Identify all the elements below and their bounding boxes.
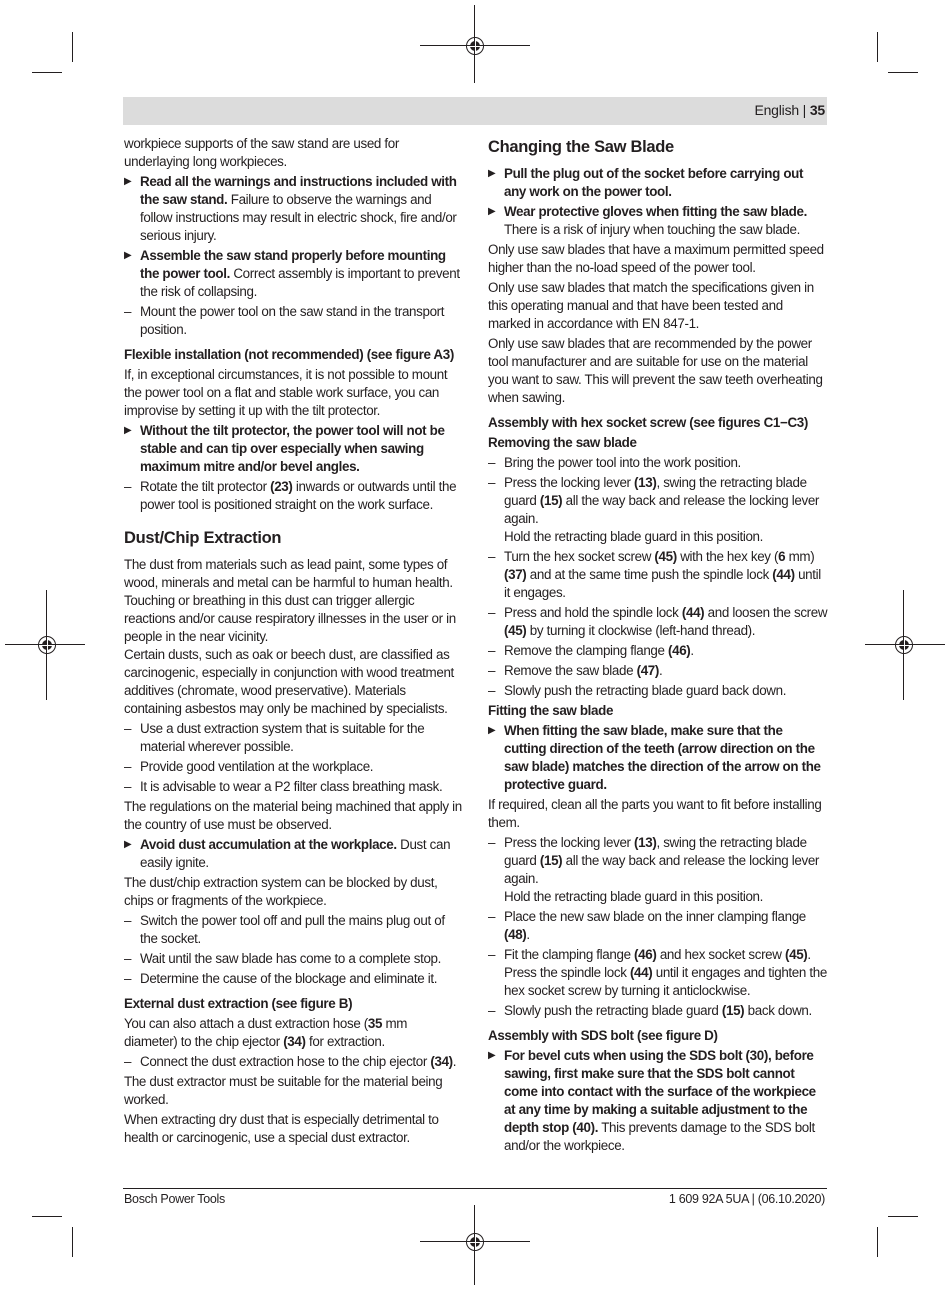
paragraph: Only use saw blades that are recommended by the power tool manufacturer and are suitable for use on the material you want to saw. This will prevent the saw teeth overheating when sawing. (488, 336, 823, 405)
warning-item: ▶ Assemble the saw stand properly before mounting the power tool. Correct assembly is important to prevent the risk of collapsing. (124, 247, 462, 301)
paragraph: Only use saw blades that have a maximum permitted speed higher than the no-load speed of the power tool. (488, 242, 824, 275)
list-item: – Determine the cause of the blockage and eliminate it. (124, 970, 462, 988)
subsection-heading: Fitting the saw blade (488, 703, 614, 718)
subsection-heading: Removing the saw blade (488, 435, 637, 450)
list-item: – Wait until the saw blade has come to a complete stop. (124, 950, 462, 968)
crop-mark (877, 1227, 878, 1257)
list-item: – Press the locking lever (13), swing the retracting blade guard (15) all the way back and release the locking lever again. Hold the retracting blade guard in this position. (488, 834, 828, 906)
warning-item: ▶ Wear protective gloves when fitting the saw blade. There is a risk of injury when touching the saw blade. (488, 203, 828, 239)
registration-mark-icon (466, 1233, 484, 1251)
list-item: – Press the locking lever (13), swing the retracting blade guard (15) all the way back and release the locking lever again. Hold the retracting blade guard in this position. (488, 474, 828, 546)
warning-item: ▶ Avoid dust accumulation at the workplace. Dust can easily ignite. (124, 836, 462, 872)
section-heading: Assembly with hex socket screw (see figures C1−C3) (488, 415, 809, 430)
paragraph: If required, clean all the parts you want to fit before installing them. (488, 797, 822, 830)
paragraph: If, in exceptional circumstances, it is not possible to mount the power tool on a flat and stable work surface, you can improvise by setting it up with the tilt protector. (124, 367, 448, 418)
list-item: – Switch the power tool off and pull the mains plug out of the socket. (124, 912, 462, 948)
registration-mark-icon (895, 636, 913, 654)
header-language: English (754, 102, 799, 118)
crop-mark (72, 1227, 73, 1257)
list-item: – Place the new saw blade on the inner clamping flange (48). (488, 908, 828, 944)
paragraph: The regulations on the material being machined that apply in the country of use must be observed. (124, 799, 462, 832)
section-title: Dust/Chip Extraction (124, 529, 282, 547)
list-item: – Press and hold the spindle lock (44) and loosen the screw (45) by turning it clockwise (left-hand thread). (488, 604, 828, 640)
crop-mark (32, 72, 62, 73)
left-column (124, 135, 462, 1149)
paragraph: The dust/chip extraction system can be blocked by dust, chips or fragments of the workpiece. (124, 875, 438, 908)
crop-mark (32, 1216, 62, 1217)
section-heading: Assembly with SDS bolt (see figure D) (488, 1028, 718, 1043)
page-header: English | 35 (754, 102, 825, 118)
crop-mark (888, 1216, 918, 1217)
footer-doc-id: 1 609 92A 5UA | (06.10.2020) (668, 1192, 825, 1206)
list-item: – Rotate the tilt protector (23) inwards or outwards until the power tool is positioned straight on the work surface. (124, 478, 462, 514)
list-item: – Connect the dust extraction hose to the chip ejector (34). (124, 1053, 462, 1071)
section-heading: Flexible installation (not recommended) (see figure A3) (124, 347, 454, 362)
list-item: – Mount the power tool on the saw stand in the transport position. (124, 303, 462, 339)
crop-mark (72, 32, 73, 62)
paragraph: The dust from materials such as lead paint, some types of wood, minerals and metal can be harmful to human health. Touching or breathing in this dust can trigger allergic reactions and/or cause respiratory illnesses in the user or in people in the near vicinity. (124, 557, 456, 644)
footer-publisher: Bosch Power Tools (124, 1192, 225, 1206)
list-item: – Turn the hex socket screw (45) with the hex key (6 mm) (37) and at the same time push the spindle lock (44) until it engages. (488, 548, 828, 602)
paragraph: Certain dusts, such as oak or beech dust, are classified as carcinogenic, especially in conjunction with wood treatment additives (chromate, wood preservative). Materials containing asbestos may only be machined by specialists. (124, 647, 454, 716)
list-item: – Provide good ventilation at the workplace. (124, 758, 462, 776)
paragraph: Only use saw blades that match the specifications given in this operating manual and that have been tested and marked in accordance with EN 847-1. (488, 280, 814, 331)
warning-item: ▶ When fitting the saw blade, make sure that the cutting direction of the teeth (arrow direction on the saw blade) matches the direction of the arrow on the protective guard. (488, 722, 828, 794)
crop-mark (877, 32, 878, 62)
paragraph: The dust extractor must be suitable for the material being worked. (124, 1074, 443, 1107)
list-item: – Use a dust extraction system that is suitable for the material wherever possible. (124, 720, 462, 756)
registration-mark-icon (466, 37, 484, 55)
crop-mark (888, 72, 918, 73)
paragraph: workpiece supports of the saw stand are used for underlaying long workpieces. (124, 136, 399, 169)
list-item: – Slowly push the retracting blade guard back down. (488, 682, 828, 700)
list-item: – Slowly push the retracting blade guard (15) back down. (488, 1002, 828, 1020)
section-title: Changing the Saw Blade (488, 138, 674, 156)
warning-item: ▶ Pull the plug out of the socket before carrying out any work on the power tool. (488, 165, 828, 201)
warning-item: ▶ Read all the warnings and instructions included with the saw stand. Failure to observe the warnings and follow instructions may result in electric shock, fire and/or serious injury. (124, 173, 462, 245)
footer-rule (123, 1188, 827, 1189)
paragraph: When extracting dry dust that is especially detrimental to health or carcinogenic, use a special dust extractor. (124, 1112, 439, 1145)
section-heading: External dust extraction (see figure B) (124, 996, 353, 1011)
header-bar (123, 97, 827, 125)
registration-mark-icon (38, 636, 56, 654)
warning-item: ▶ Without the tilt protector, the power tool will not be stable and can tip over especially when sawing maximum mitre and/or bevel angles. (124, 422, 462, 476)
list-item: – Bring the power tool into the work position. (488, 454, 828, 472)
list-item: – It is advisable to wear a P2 filter class breathing mask. (124, 778, 462, 796)
right-column (488, 135, 828, 1157)
paragraph: You can also attach a dust extraction hose (35 mm diameter) to the chip ejector (34) for extraction. (124, 1016, 408, 1049)
page-number: 35 (809, 102, 825, 118)
warning-item: ▶ For bevel cuts when using the SDS bolt (30), before sawing, first make sure that the SDS bolt cannot come into contact with the surface of the workpiece at any time by making a suitable adjustment to the depth stop (40). This prevents damage to the SDS bolt and/or the workpiece. (488, 1047, 828, 1155)
list-item: – Remove the saw blade (47). (488, 662, 828, 680)
list-item: – Fit the clamping flange (46) and hex socket screw (45). Press the spindle lock (44) until it engages and tighten the hex socket screw by turning it anticlockwise. (488, 946, 828, 1000)
list-item: – Remove the clamping flange (46). (488, 642, 828, 660)
